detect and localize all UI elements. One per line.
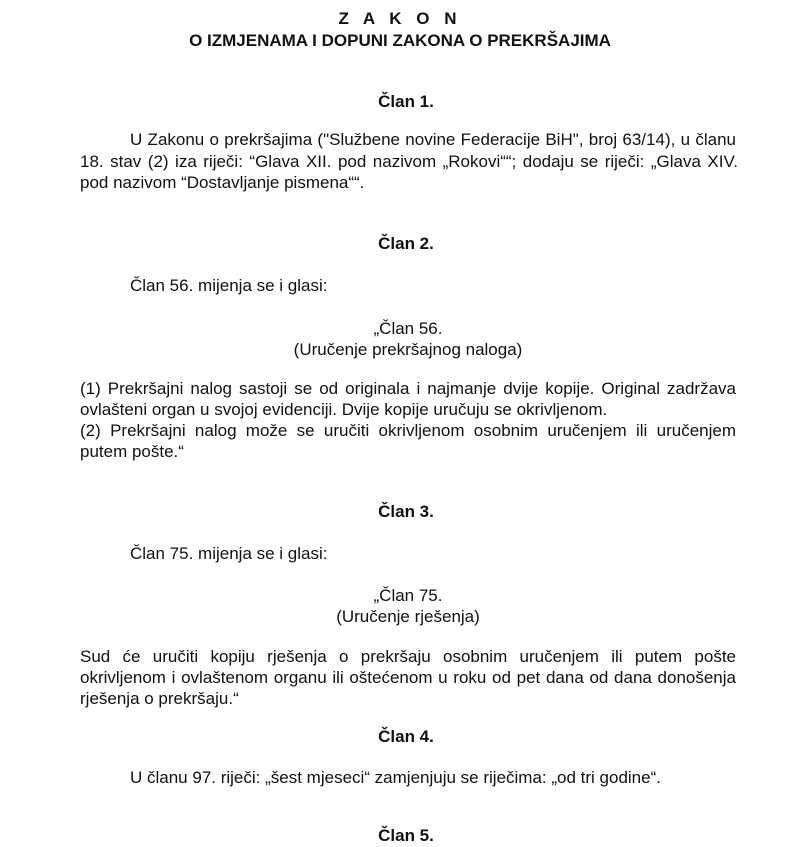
article-4-line: U članu 97. riječi: „šest mjeseci“ zamjenjuju se riječima: „od tri godine“. (130, 768, 661, 787)
article-1-line-1: U Zakonu o prekršajima ("Službene novine Federacije BiH", broj 63/14), u članu (130, 130, 736, 149)
article-5-heading: Član 5. (378, 826, 434, 845)
law-subtitle: O IZMJENAMA I DOPUNI ZAKONA O PREKRŠAJIMA (189, 31, 611, 50)
article-2-quoted-heading: „Član 56. (373, 319, 443, 338)
article-3-line-1: Sud će uručiti kopiju rješenja o prekršaju osobnim uručenjem ili putem pošte (80, 647, 736, 666)
article-2-line-2: ovlašteni organ u svojoj evidenciji. Dvije kopije uručuju se okrivljenom. (80, 400, 608, 419)
article-2-intro: Član 56. mijenja se i glasi: (130, 276, 328, 295)
article-2-line-4: putem pošte.“ (80, 442, 184, 461)
law-title: Z A K O N (338, 9, 462, 28)
article-1-line-2: 18. stav (2) iza riječi: “Glava XII. pod nazivom „Rokovi““; dodaju se riječi: „Glava XIV. (80, 152, 738, 171)
article-3-line-3: rješenja o prekršaju.“ (80, 689, 239, 708)
article-3-line-2: okrivljenom i ovlaštenom organu ili oštećenom u roku od pet dana od dana donošenja (80, 668, 736, 687)
article-3-quoted-heading: „Član 75. (373, 586, 443, 605)
article-2-line-1: (1) Prekršajni nalog sastoji se od originala i najmanje dvije kopije. Original zadržava (80, 379, 736, 398)
article-2-heading: Član 2. (378, 234, 434, 253)
article-1-line-3: pod nazivom “Dostavljanje pismena““. (80, 173, 365, 192)
article-2-line-3: (2) Prekršajni nalog može se uručiti okrivljenom osobnim uručenjem ili uručenjem (80, 421, 736, 440)
article-4-heading: Član 4. (378, 727, 434, 746)
article-2-quoted-subheading: (Uručenje prekršajnog naloga) (293, 340, 523, 359)
article-1-heading: Član 1. (378, 92, 434, 111)
article-3-heading: Član 3. (378, 502, 434, 521)
article-3-intro: Član 75. mijenja se i glasi: (130, 544, 328, 563)
article-3-quoted-subheading: (Uručenje rješenja) (336, 607, 480, 626)
